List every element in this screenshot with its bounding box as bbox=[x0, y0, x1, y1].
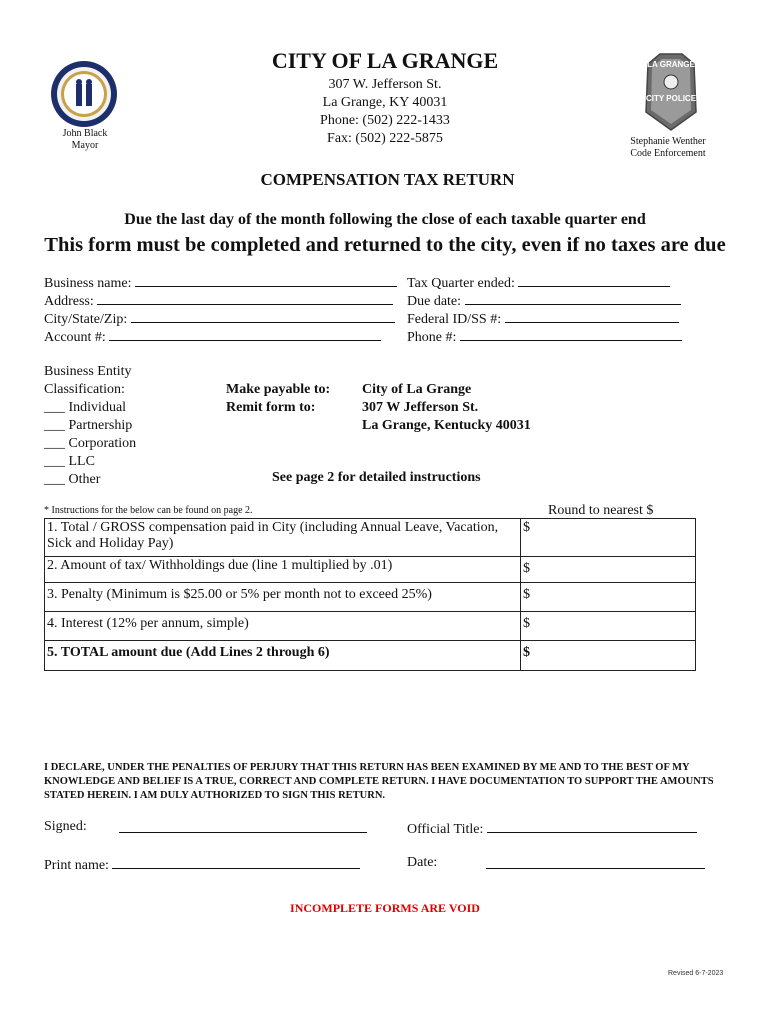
entity-option-other[interactable]: ___ Other bbox=[44, 472, 101, 487]
city-title: CITY OF LA GRANGE bbox=[271, 48, 499, 73]
phone-label: Phone #: bbox=[407, 330, 457, 345]
row-1-amount[interactable] bbox=[521, 519, 696, 557]
row-5-label: 5. TOTAL amount due (Add Lines 2 through 6) bbox=[45, 641, 521, 671]
remit-label: Remit form to: bbox=[226, 400, 316, 415]
federal-id-input[interactable] bbox=[505, 309, 679, 323]
payee-street: 307 W Jefferson St. bbox=[362, 400, 479, 415]
city-state-zip-input[interactable] bbox=[131, 309, 395, 323]
account-input[interactable] bbox=[109, 327, 381, 341]
instructions-note: * Instructions for the below can be found on page 2. bbox=[44, 505, 253, 516]
badge-top-text: LA GRANGE bbox=[647, 60, 695, 69]
entity-option-llc[interactable]: ___ LLC bbox=[44, 454, 95, 469]
payee-city: La Grange, Kentucky 40031 bbox=[362, 418, 531, 433]
tax-quarter-label: Tax Quarter ended: bbox=[407, 276, 515, 291]
entity-option-individual[interactable]: ___ Individual bbox=[44, 400, 127, 415]
address-label: Address: bbox=[44, 294, 94, 309]
phone-input[interactable] bbox=[460, 327, 682, 341]
table-row bbox=[45, 557, 696, 583]
currency-sign: $ bbox=[523, 561, 530, 576]
round-note: Round to nearest $ bbox=[548, 503, 654, 518]
tax-table bbox=[44, 518, 696, 671]
signed-input[interactable] bbox=[119, 819, 367, 833]
row-2-label: 2. Amount of tax/ Withholdings due (line 1 multiplied by .01) bbox=[45, 557, 521, 583]
currency-sign: $ bbox=[523, 587, 530, 602]
tax-quarter-input[interactable] bbox=[518, 273, 670, 287]
due-date-label: Due date: bbox=[407, 294, 462, 309]
address-input[interactable] bbox=[97, 291, 393, 305]
badge-bottom-text: CITY POLICE bbox=[645, 94, 697, 103]
business-name-input[interactable] bbox=[135, 273, 397, 287]
fax-line: Fax: (502) 222-5875 bbox=[327, 131, 443, 146]
row-2-amount[interactable] bbox=[521, 557, 696, 583]
address-line-1: 307 W. Jefferson St. bbox=[328, 77, 442, 92]
city-state-zip-label: City/State/Zip: bbox=[44, 312, 128, 327]
mayor-role: Mayor bbox=[71, 140, 99, 151]
phone-line: Phone: (502) 222-1433 bbox=[320, 113, 450, 128]
due-date-input[interactable] bbox=[465, 291, 681, 305]
void-note: INCOMPLETE FORMS ARE VOID bbox=[290, 901, 480, 915]
entity-heading-2: Classification: bbox=[44, 382, 125, 397]
account-label: Account #: bbox=[44, 330, 106, 345]
kentucky-seal-icon bbox=[50, 60, 118, 128]
row-5-amount[interactable] bbox=[521, 641, 696, 671]
payee-name: City of La Grange bbox=[362, 382, 472, 397]
print-name-input[interactable] bbox=[112, 855, 360, 869]
table-row bbox=[45, 641, 696, 671]
see-page-note: See page 2 for detailed instructions bbox=[272, 470, 481, 485]
federal-id-label: Federal ID/SS #: bbox=[407, 312, 502, 327]
official-title-input[interactable] bbox=[487, 819, 697, 833]
currency-sign: $ bbox=[523, 645, 530, 660]
declaration-text: I DECLARE, UNDER THE PENALTIES OF PERJURY THAT THIS RETURN HAS BEEN EXAMINED BY ME AND TO THE BEST OF MY KNOWLEDGE AND BELIEF IS A TRUE, CORRECT AND COMPLETE RETURN. I HAVE DOCUMENTATION TO SUPPORT THE AMOUNTS STATED HEREIN. I AM DULY AUTHORIZED TO SIGN THIS RETURN. bbox=[44, 762, 714, 801]
official-title-label: Official Title: bbox=[407, 822, 484, 837]
signed-label: Signed: bbox=[44, 819, 87, 834]
table-row bbox=[45, 612, 696, 641]
row-4-amount[interactable] bbox=[521, 612, 696, 641]
row-4-label: 4. Interest (12% per annum, simple) bbox=[45, 612, 521, 641]
date-label: Date: bbox=[407, 855, 438, 870]
currency-sign: $ bbox=[523, 616, 530, 631]
row-1-label: 1. Total / GROSS compensation paid in City (including Annual Leave, Vacation, Sick and Holiday Pay) bbox=[45, 519, 521, 557]
entity-option-corporation[interactable]: ___ Corporation bbox=[44, 436, 137, 451]
table-row bbox=[45, 583, 696, 612]
code-enforcement-role: Code Enforcement bbox=[630, 148, 706, 159]
print-name-label: Print name: bbox=[44, 858, 109, 873]
date-input[interactable] bbox=[486, 855, 705, 869]
revised-date: Revised 6-7-2023 bbox=[668, 970, 724, 977]
entity-heading-1: Business Entity bbox=[44, 364, 132, 379]
currency-sign: $ bbox=[523, 520, 530, 535]
address-line-2: La Grange, KY 40031 bbox=[322, 95, 448, 110]
entity-option-partnership[interactable]: ___ Partnership bbox=[44, 418, 133, 433]
row-3-label: 3. Penalty (Minimum is $25.00 or 5% per month not to exceed 25%) bbox=[45, 583, 521, 612]
code-enforcement-name: Stephanie Wenther bbox=[630, 136, 706, 147]
mayor-name: John Black bbox=[62, 128, 108, 139]
form-title: COMPENSATION TAX RETURN bbox=[260, 170, 515, 189]
table-row bbox=[45, 519, 696, 557]
due-note: Due the last day of the month following the close of each taxable quarter end bbox=[124, 211, 646, 228]
row-3-amount[interactable] bbox=[521, 583, 696, 612]
payable-label: Make payable to: bbox=[226, 382, 331, 397]
business-name-label: Business name: bbox=[44, 276, 132, 291]
must-note: This form must be completed and returned to the city, even if no taxes are due bbox=[44, 234, 726, 256]
